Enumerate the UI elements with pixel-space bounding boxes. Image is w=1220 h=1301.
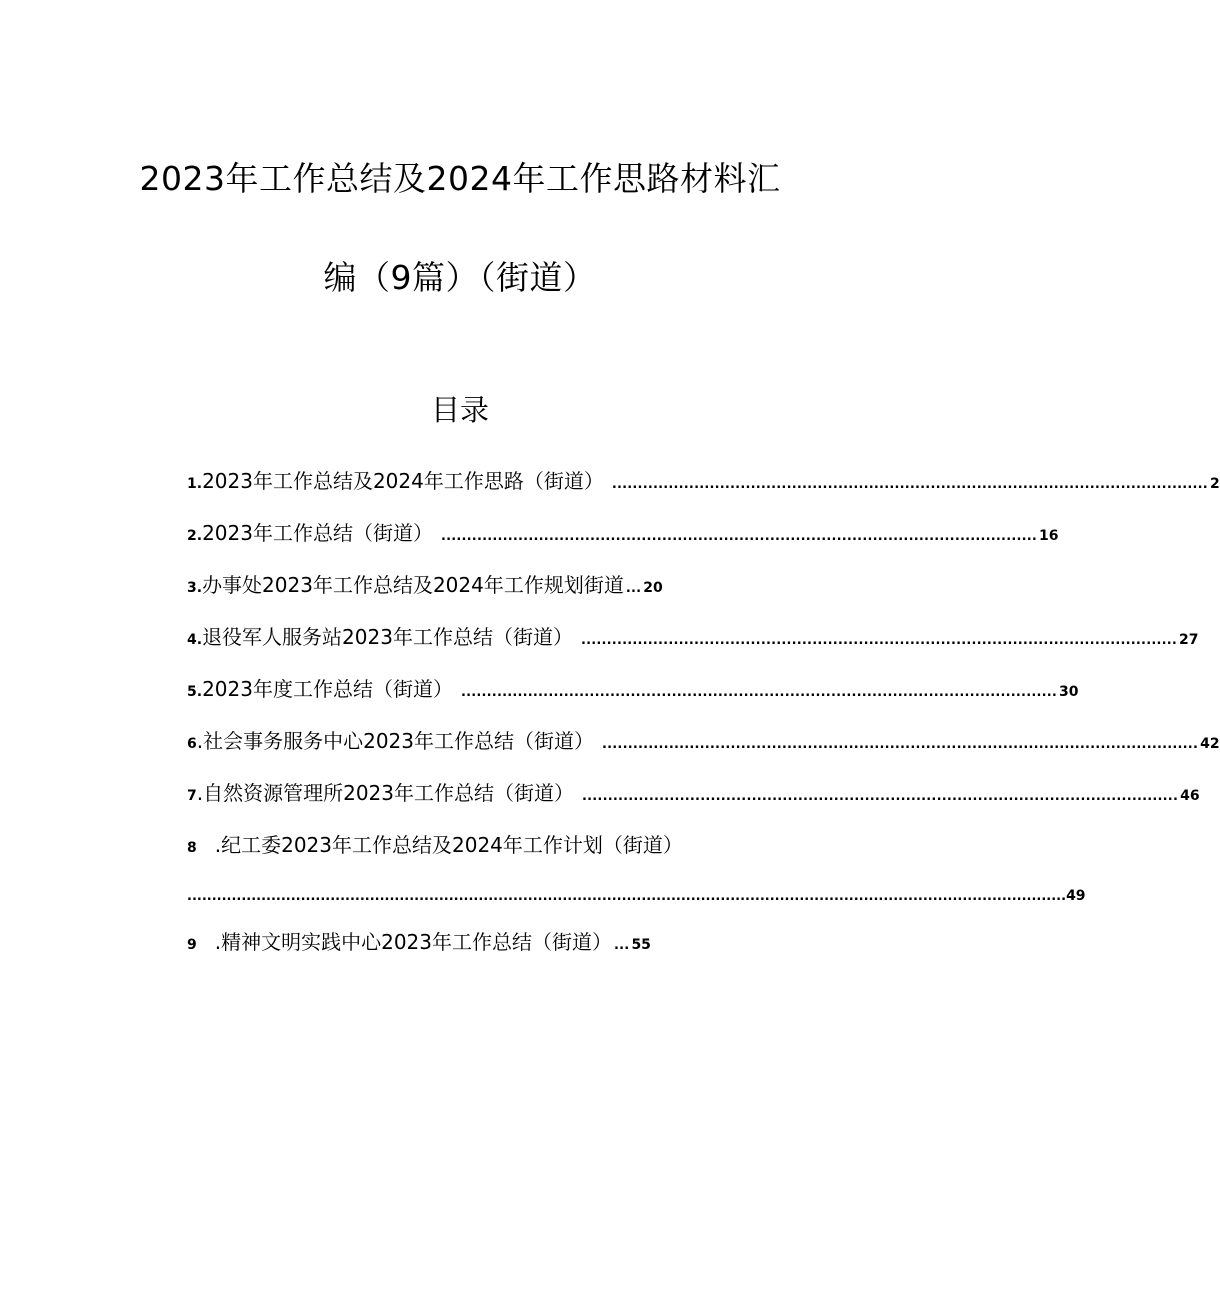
toc-entry-title: 退役军人服务站2023年工作总结（街道） — [202, 625, 573, 649]
toc-entry-title: 办事处2023年工作总结及2024年工作规划街道 — [202, 573, 624, 597]
toc-entry-2[interactable] — [187, 519, 1059, 547]
toc-entry-page: 30 — [1059, 684, 1079, 700]
toc-entry-number: 1. — [187, 476, 203, 492]
toc-dot-leader: .................................................................................................................... — [580, 633, 1178, 648]
toc-entry-number: 6 — [187, 736, 197, 752]
toc-dot-leader: .................................................................................................................... — [602, 737, 1199, 752]
toc-entry-4[interactable] — [187, 623, 1199, 651]
toc-dot-leader: .................................................................................................................................................................................. — [187, 889, 1067, 904]
toc-entry-title: 2023年工作总结（街道） — [202, 521, 433, 545]
toc-entry-title: 2023年度工作总结（街道） — [202, 677, 453, 701]
toc-dot-leader: ... — [625, 581, 642, 596]
toc-entry-8[interactable] — [187, 831, 747, 859]
toc-entry-5[interactable] — [187, 675, 1079, 703]
toc-entry-page: 49 — [1066, 888, 1086, 904]
toc-dot-leader: .................................................................................................................... — [460, 685, 1058, 700]
toc-entry-number: 3. — [187, 580, 203, 596]
toc-entry-title: .自然资源管理所2023年工作总结（街道） — [196, 781, 575, 805]
toc-dot-leader: ... — [614, 938, 630, 953]
toc-entry-8-continuation[interactable] — [187, 886, 1086, 906]
toc-entry-number: 7 — [187, 788, 197, 804]
toc-dot-leader: .................................................................................................................... — [611, 477, 1208, 492]
toc-entry-page: 27 — [1179, 632, 1199, 648]
toc-entry-title: 2023年工作总结及2024年工作思路（街道） — [202, 469, 604, 493]
toc-entry-page: 42 — [1200, 736, 1220, 752]
toc-entry-number: 9 — [187, 937, 197, 953]
toc-entry-title: .精神文明实践中心2023年工作总结（街道） — [214, 930, 613, 954]
toc-entry-7[interactable] — [187, 779, 1200, 807]
toc-entry-3[interactable] — [187, 571, 727, 599]
toc-entry-page: 46 — [1180, 788, 1200, 804]
document-title-line-2: 编（9篇）（街道） — [323, 258, 597, 297]
toc-dot-leader: .................................................................................................................... — [440, 529, 1038, 544]
toc-entry-number: 8 — [187, 840, 197, 856]
toc-dot-leader: .................................................................................................................... — [582, 789, 1179, 804]
document-title-line-1: 2023年工作总结及2024年工作思路材料汇 — [139, 159, 781, 198]
toc-entry-number: 4. — [187, 632, 203, 648]
toc-entry-6[interactable] — [187, 727, 1220, 755]
toc-entry-page: 55 — [631, 937, 651, 953]
toc-entry-title: .纪工委2023年工作总结及2024年工作计划（街道） — [214, 833, 683, 857]
toc-entry-9[interactable] — [187, 928, 707, 956]
toc-heading: 目录 — [430, 393, 489, 427]
toc-entry-number: 5. — [187, 684, 203, 700]
toc-entry-page: 20 — [643, 580, 663, 596]
toc-entry-1[interactable] — [187, 467, 1220, 495]
toc-entry-number: 2. — [187, 528, 203, 544]
toc-entry-page: 2 — [1209, 476, 1220, 492]
toc-entry-page: 16 — [1039, 528, 1059, 544]
toc-entry-title: .社会事务服务中心2023年工作总结（街道） — [196, 729, 595, 753]
